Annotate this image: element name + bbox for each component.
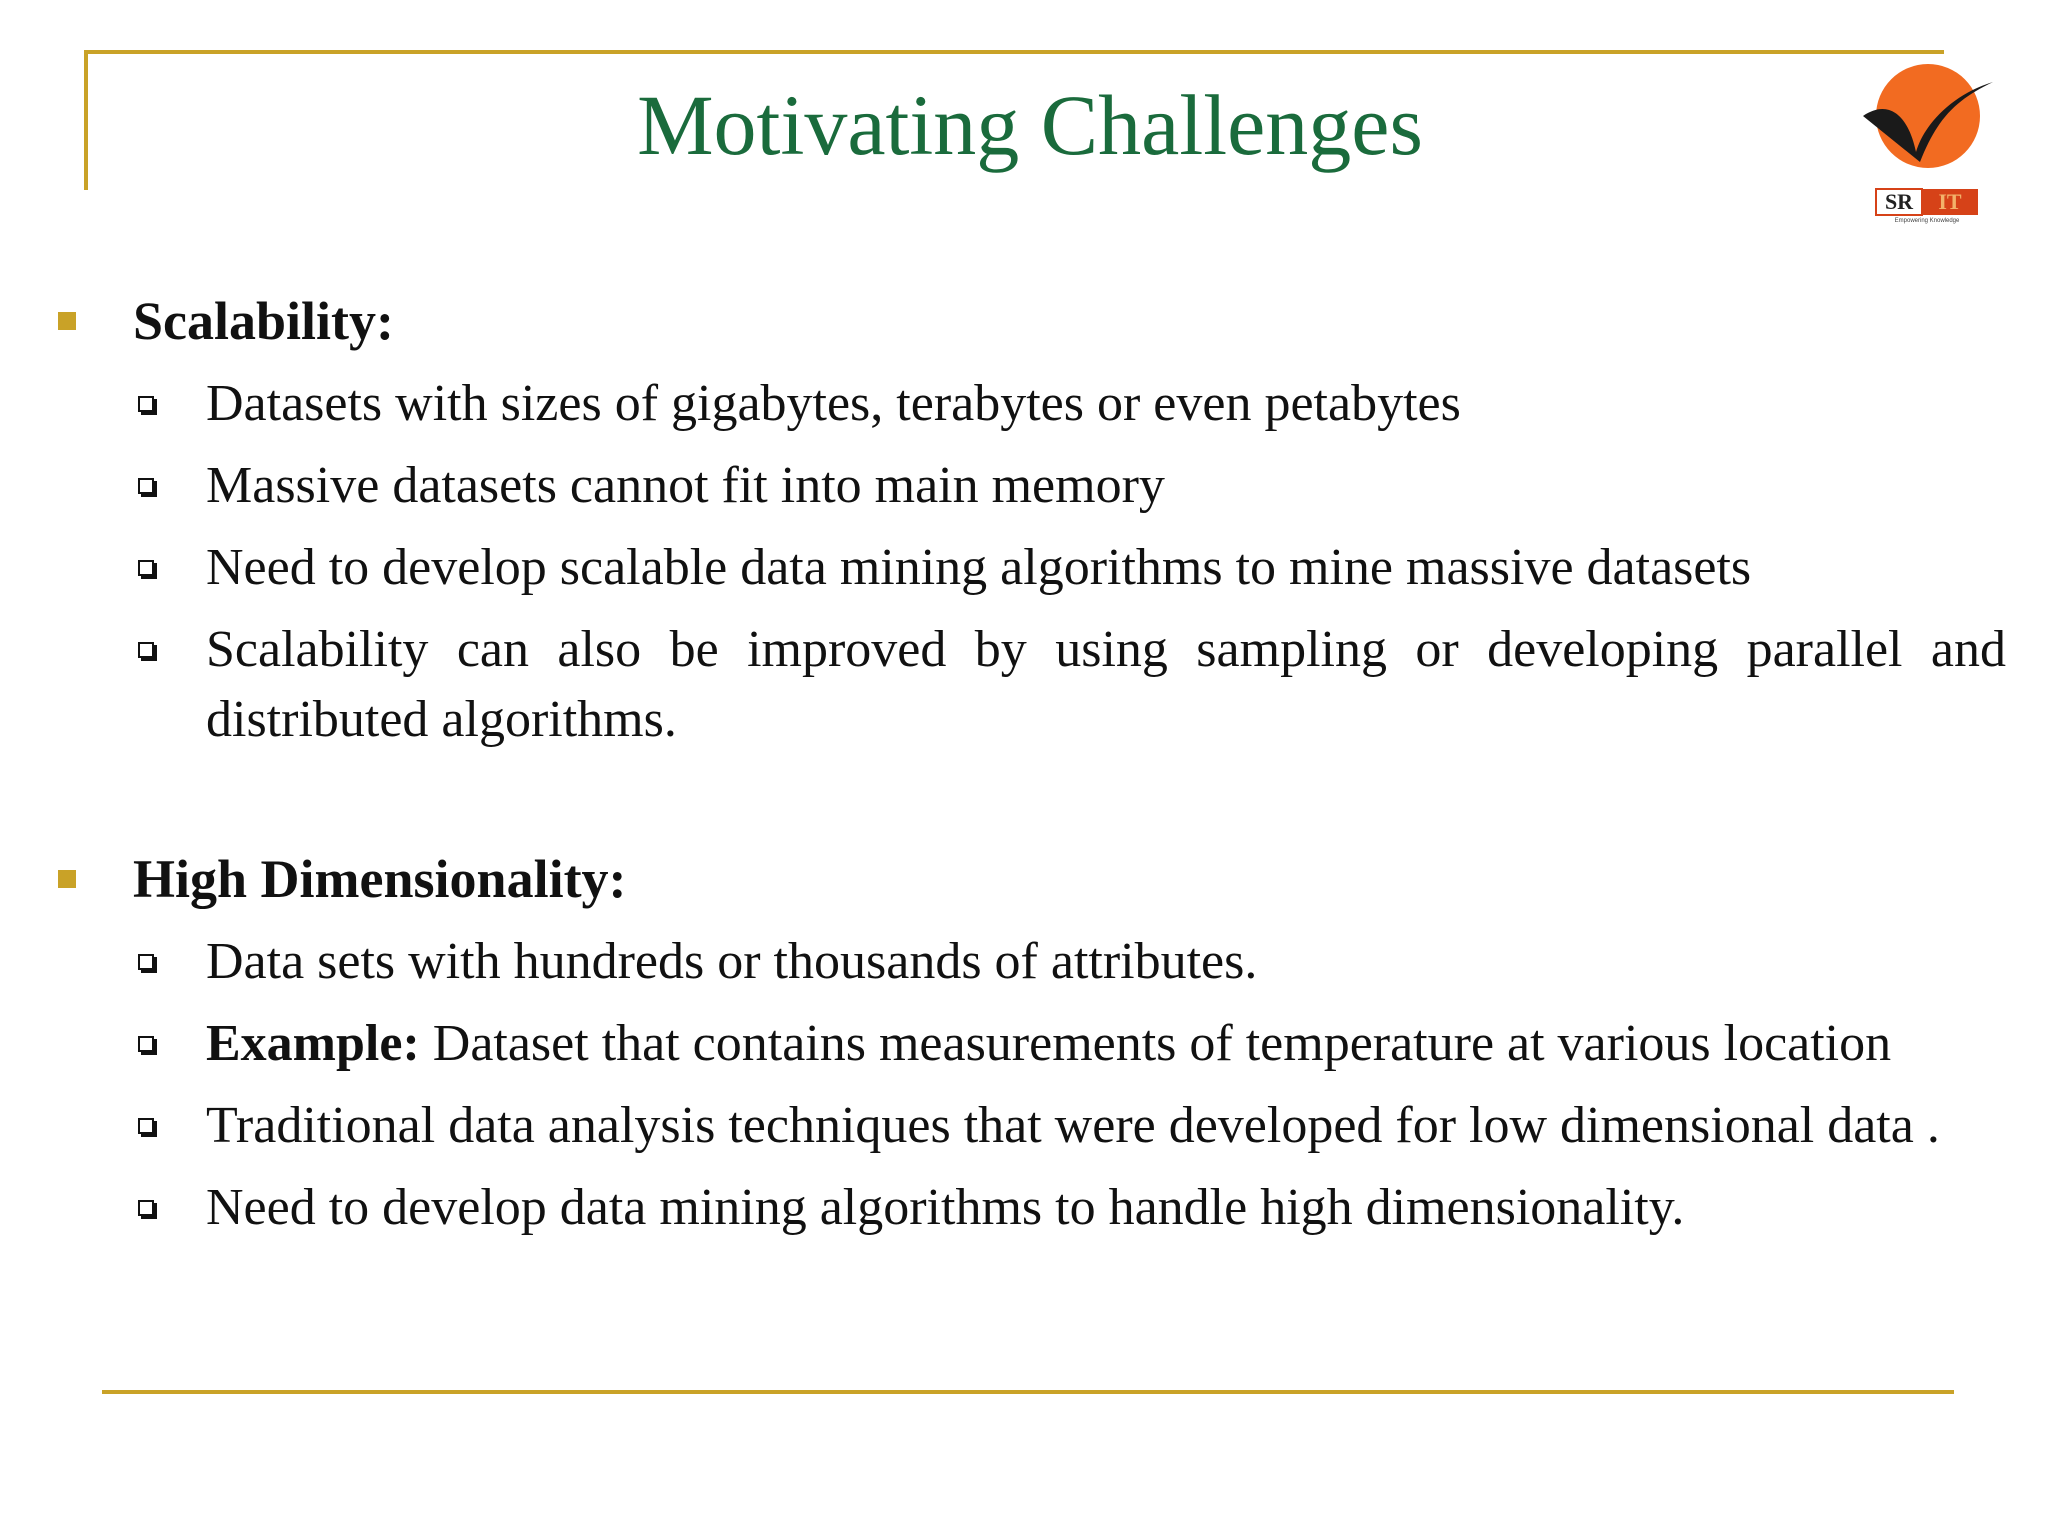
list-item-body: Dataset that contains measurements of temperature at various location — [432, 1015, 1892, 1072]
logo-tagline: Empowering Knowledge — [1894, 218, 1960, 224]
list-item-text: Traditional data analysis techniques that were developed for low dimensional data . — [206, 1097, 1940, 1154]
list-item-text: Massive datasets cannot fit into main memory — [206, 457, 1165, 514]
slide-title: Motivating Challenges — [637, 77, 1423, 173]
srit-logo-icon — [1858, 54, 1998, 224]
checkbox-bullet-icon — [138, 478, 154, 494]
section-scalability — [56, 285, 2006, 755]
checkbox-bullet-icon — [138, 1118, 154, 1134]
list-item — [56, 927, 2006, 997]
frame-top-rule — [84, 50, 1944, 54]
list-item-lead: Example: — [206, 1015, 420, 1072]
checkbox-bullet-icon — [138, 642, 154, 658]
frame-bottom-rule — [102, 1390, 1954, 1394]
logo-it-text: IT — [1938, 189, 1962, 214]
checkbox-bullet-icon — [138, 560, 154, 576]
list-item-text: Datasets with sizes of gigabytes, terabytes or even petabytes — [206, 375, 1461, 432]
list-item — [56, 533, 2006, 603]
list-item — [56, 1091, 2006, 1161]
list-item-text: Need to develop data mining algorithms to handle high dimensionality. — [206, 1179, 1685, 1236]
checkbox-bullet-icon — [138, 396, 154, 412]
bullet-list — [56, 927, 2006, 1243]
checkbox-bullet-icon — [138, 1036, 154, 1052]
list-item — [56, 1173, 2006, 1243]
section-heading — [56, 285, 2006, 357]
section-high-dimensionality — [56, 843, 2006, 1243]
list-item — [56, 369, 2006, 439]
list-item-text: Need to develop scalable data mining algorithms to mine massive datasets — [206, 539, 1752, 596]
section-heading-text: High Dimensionality: — [133, 849, 627, 909]
section-heading — [56, 843, 2006, 915]
checkbox-bullet-icon — [138, 954, 154, 970]
square-bullet-icon — [58, 870, 76, 888]
list-item — [56, 615, 2006, 755]
slide-content — [56, 285, 2006, 1255]
section-heading-text: Scalability: — [133, 291, 395, 351]
square-bullet-icon — [58, 312, 76, 330]
bullet-list — [56, 369, 2006, 755]
checkbox-bullet-icon — [138, 1200, 154, 1216]
logo-sr-text: SR — [1884, 189, 1914, 214]
list-item-text: Scalability can also be improved by using sampling or developing parallel and distributed algorithms. — [206, 621, 2006, 748]
list-item-text-with-lead — [206, 1009, 2006, 1079]
list-item — [56, 451, 2006, 521]
list-item — [56, 1009, 2006, 1079]
list-item-text: Data sets with hundreds or thousands of attributes. — [206, 933, 1258, 990]
